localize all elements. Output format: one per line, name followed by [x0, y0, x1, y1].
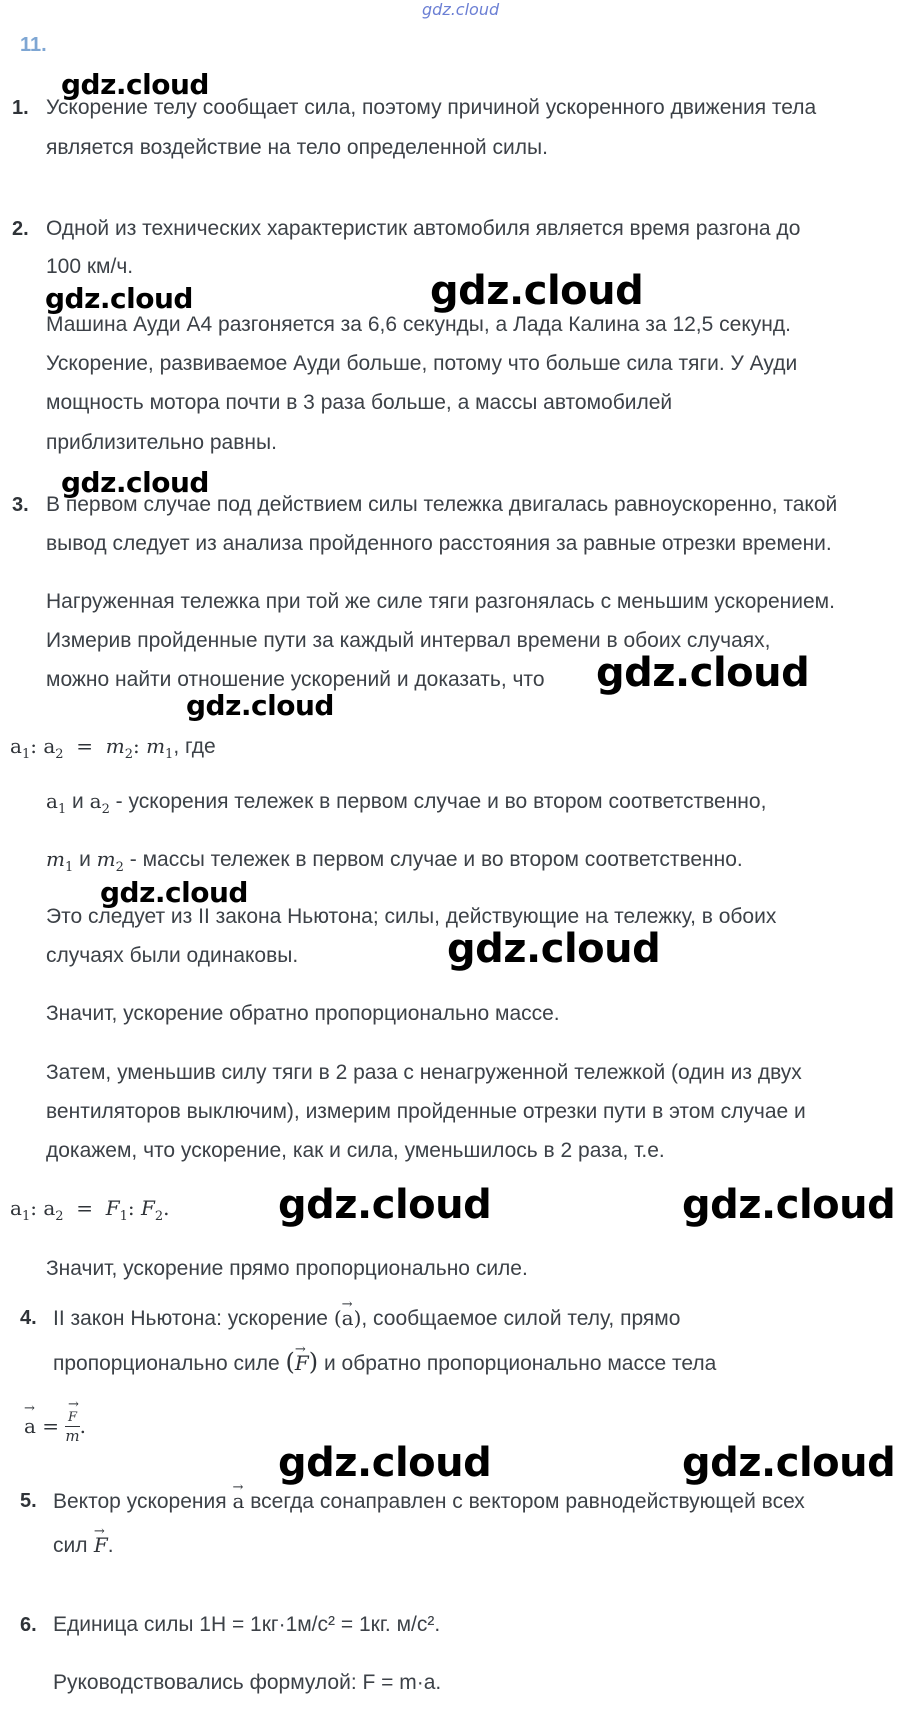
item-2-line-1: Одной из технических характеристик автомобиля является время разгона до — [46, 217, 801, 240]
definition-masses: $m_1$ и $m_2$ - массы тележек в первом случае и во втором соответственно. — [46, 847, 743, 875]
item-number: 3. — [12, 494, 29, 516]
watermark: gdz.cloud — [430, 268, 644, 314]
item-2-line-5: мощность мотора почти в 3 раза больше, а массы автомобилей — [46, 391, 673, 414]
item-3-line-5: можно найти отношение ускорений и доказать, что — [46, 668, 545, 691]
formula-acceleration-mass-ratio: $a_1$: $a_2 = m_2$: $m_1$, где — [10, 734, 216, 762]
item-4-line-1: II закон Ньютона: ускорение (→ a), сообщаемое силой телу, прямо — [53, 1299, 680, 1338]
item-2-line-3: Машина Ауди А4 разгоняется за 6,6 секунды, а Лада Калина за 12,5 секунд. — [46, 313, 791, 336]
item-1-line-1: Ускорение телу сообщает сила, поэтому причиной ускоренного движения тела — [46, 96, 817, 119]
item-3-line-6: Это следует из II закона Ньютона; силы, действующие на тележку, в обоих — [46, 905, 777, 928]
watermark: gdz.cloud — [682, 1182, 896, 1228]
item-3-line-2: вывод следует из анализа пройденного расстояния за равные отрезки времени. — [46, 532, 832, 555]
item-3-line-7: случаях были одинаковы. — [46, 944, 299, 967]
item-3-line-1: В первом случае под действием силы тележка двигалась равноускоренно, такой — [46, 493, 838, 516]
formula-newton-second-law: → a = → $\frac{F}{m}$ . — [24, 1410, 86, 1445]
definition-accelerations: $a_1$ и $a_2$ - ускорения тележек в первом случае и во втором соответственно, — [46, 789, 767, 817]
item-number: 2. — [12, 218, 29, 240]
watermark: gdz.cloud — [278, 1182, 492, 1228]
item-4-line-2: пропорционально силе (→ F) и обратно пропорционально массе тела — [53, 1343, 716, 1383]
watermark-top[interactable]: gdz.cloud — [422, 0, 500, 19]
item-5-line-2: сил → F. — [53, 1526, 114, 1565]
item-3-line-3: Нагруженная тележка при той же силе тяги разгонялась с меньшим ускорением. — [46, 590, 835, 613]
item-3-line-9: Затем, уменьшив силу тяги в 2 раза с ненагруженной тележкой (один из двух — [46, 1061, 802, 1084]
item-number: 1. — [12, 97, 29, 119]
item-5-line-1: Вектор ускорения → a всегда сонаправлен с вектором равнодействующей всех — [53, 1482, 805, 1521]
watermark: gdz.cloud — [682, 1440, 896, 1486]
watermark: gdz.cloud — [447, 926, 661, 972]
task-number: 11. — [20, 34, 47, 56]
item-3-line-4: Измерив пройденные пути за каждый интервал времени в обоих случаях, — [46, 629, 771, 652]
watermark: gdz.cloud — [596, 650, 810, 696]
item-3-line-8: Значит, ускорение обратно пропорционально массе. — [46, 1002, 560, 1025]
item-1-line-2: является воздействие на тело определенной силы. — [46, 136, 548, 159]
item-2-line-2: 100 км/ч. — [46, 255, 134, 278]
watermark: gdz.cloud — [100, 876, 248, 909]
item-3-line-10: вентиляторов выключим), измерим пройденные отрезки пути в этом случае и — [46, 1100, 806, 1123]
formula-acceleration-force-ratio: $a_1$: $a_2 = F_1$: $F_2$. — [10, 1196, 170, 1224]
item-3-line-12: Значит, ускорение прямо пропорционально силе. — [46, 1257, 528, 1280]
watermark: gdz.cloud — [278, 1440, 492, 1486]
item-number: 4. — [20, 1307, 37, 1329]
item-2-line-6: приблизительно равны. — [46, 431, 277, 454]
item-3-line-11: докажем, что ускорение, как и сила, уменьшилось в 2 раза, т.е. — [46, 1139, 665, 1162]
watermark: gdz.cloud — [186, 689, 334, 722]
item-6-line-1: Единица силы 1Н = 1кг·1м/с² = 1кг. м/с². — [53, 1613, 441, 1636]
watermark: gdz.cloud — [61, 68, 209, 101]
item-6-line-2: Руководствовались формулой: F = m·a. — [53, 1671, 442, 1694]
item-2-line-4: Ускорение, развиваемое Ауди больше, потому что больше сила тяги. У Ауди — [46, 352, 798, 375]
item-number: 6. — [20, 1614, 37, 1636]
item-number: 5. — [20, 1490, 37, 1512]
watermark: gdz.cloud — [45, 282, 193, 315]
watermark: gdz.cloud — [61, 466, 209, 499]
